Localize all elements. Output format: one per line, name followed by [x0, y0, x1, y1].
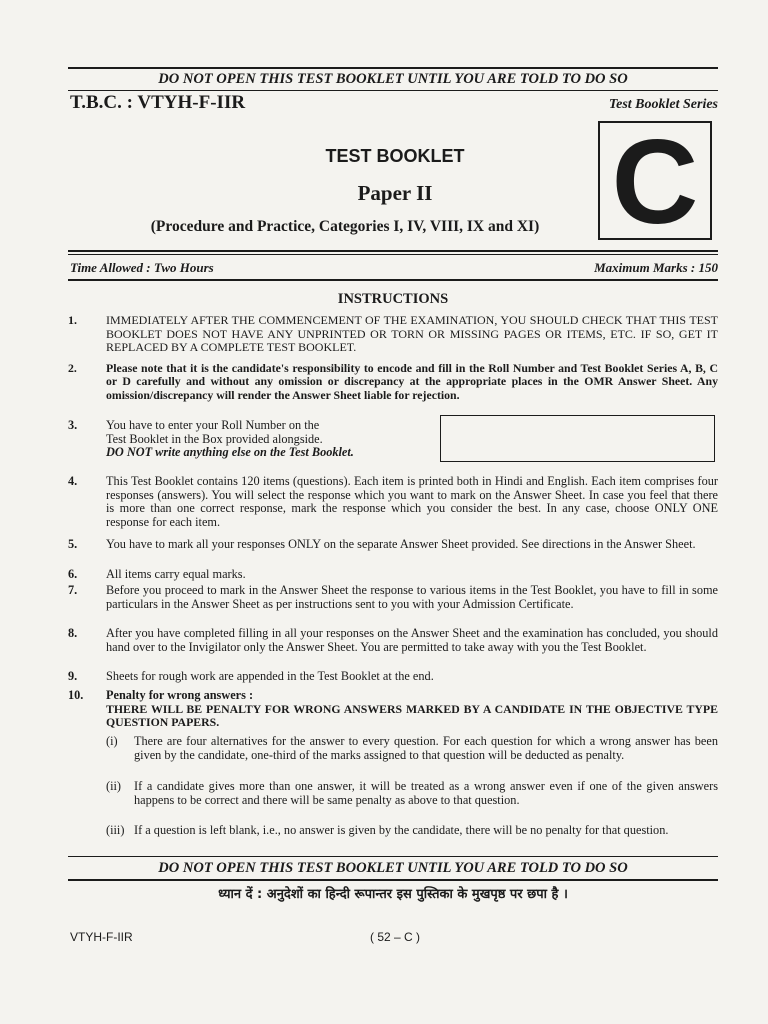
max-marks: Maximum Marks : 150 — [594, 260, 718, 275]
instruction-9: 9. Sheets for rough work are appended in the Test Booklet at the end. — [68, 669, 434, 683]
instruction-3: 3. You have to enter your Roll Number on the Test Booklet in the Box provided alongside. DO NOT write anything else on the Test Booklet. — [68, 418, 354, 460]
roll-number-box[interactable] — [440, 415, 715, 462]
instruction-2: 2. Please note that it is the candidate's responsibility to encode and fill in the Roll Number and Test Booklet Series A, B, C or D carefully and without any omission or discrepancy at the appropriate places in the OMR Answer Sheet. Any omission/discrepancy will render the Answer Sheet liable for rejection. — [68, 361, 718, 402]
booklet-title: TEST BOOKLET — [325, 146, 465, 166]
instruction-8: 8. After you have completed filling in all your responses on the Answer Sheet and the examination has concluded, you should hand over to the Invigilator only the Answer Sheet. You are permitted to take away with you the Test Booklet. — [68, 626, 718, 654]
header-rule — [68, 250, 718, 252]
instruction-6: 6. All items carry equal marks. — [68, 567, 246, 581]
header-rule-thin — [68, 254, 718, 255]
time-rule — [68, 279, 718, 281]
series-label: Test Booklet Series — [608, 97, 718, 112]
tbc-code: T.B.C. : VTYH-F-IIR — [70, 92, 246, 113]
instruction-1: 1. IMMEDIATELY AFTER THE COMMENCEMENT OF THE EXAMINATION, YOU SHOULD CHECK THAT THIS TEST BOOKLET DOES NOT HAVE ANY UNPRINTED OR TORN OR MISSING PAGES OR ITEMS, ETC. IF SO, GET IT REPLACED BY A COMPLETE TEST BOOKLET. — [68, 313, 718, 355]
series-box — [598, 121, 712, 240]
bottom-banner: DO NOT OPEN THIS TEST BOOKLET UNTIL YOU ARE TOLD TO DO SO — [158, 860, 628, 876]
bottom-rule — [68, 856, 718, 857]
banner-rule — [68, 90, 718, 91]
hindi-note: ध्यान दें : अनुदेशों का हिन्दी रूपान्तर इस पुस्तिका के मुखपृष्ठ पर छपा है । — [218, 887, 568, 902]
instruction-10: 10. Penalty for wrong answers : THERE WILL BE PENALTY FOR WRONG ANSWERS MARKED BY A CANDIDATE IN THE OBJECTIVE TYPE QUESTION PAPERS. — [68, 688, 718, 730]
top-rule — [68, 67, 718, 69]
bottom-rule-thick — [68, 879, 718, 881]
paper-title: Paper II — [357, 181, 433, 205]
footer-page: ( 52 – C ) — [369, 930, 420, 944]
footer-code: VTYH-F-IIR — [70, 930, 133, 944]
instruction-4: 4. This Test Booklet contains 120 items (questions). Each item is printed both in Hindi and English. Each item comprises four responses (answers). You will select the response which you want to mark on the Answer Sheet. In case you feel that there is more than one correct response, mark the response which you consider the best. In any case, choose ONLY ONE response for each item. — [68, 474, 718, 529]
instruction-7: 7. Before you proceed to mark in the Answer Sheet the response to various items in the Test Booklet, you have to fill in some particulars in the Answer Sheet as per instructions sent to you with your Admission Certificate. — [68, 583, 718, 611]
series-letter: C — [611, 121, 699, 240]
paper-subtitle: (Procedure and Practice, Categories I, IV, VIII, IX and XI) — [150, 218, 540, 235]
instruction-5: 5. You have to mark all your responses ONLY on the separate Answer Sheet provided. See directions in the Answer Sheet. — [68, 537, 696, 551]
instructions-heading: INSTRUCTIONS — [337, 291, 449, 307]
top-banner: DO NOT OPEN THIS TEST BOOKLET UNTIL YOU ARE TOLD TO DO SO — [158, 71, 628, 87]
time-allowed: Time Allowed : Two Hours — [70, 260, 214, 275]
